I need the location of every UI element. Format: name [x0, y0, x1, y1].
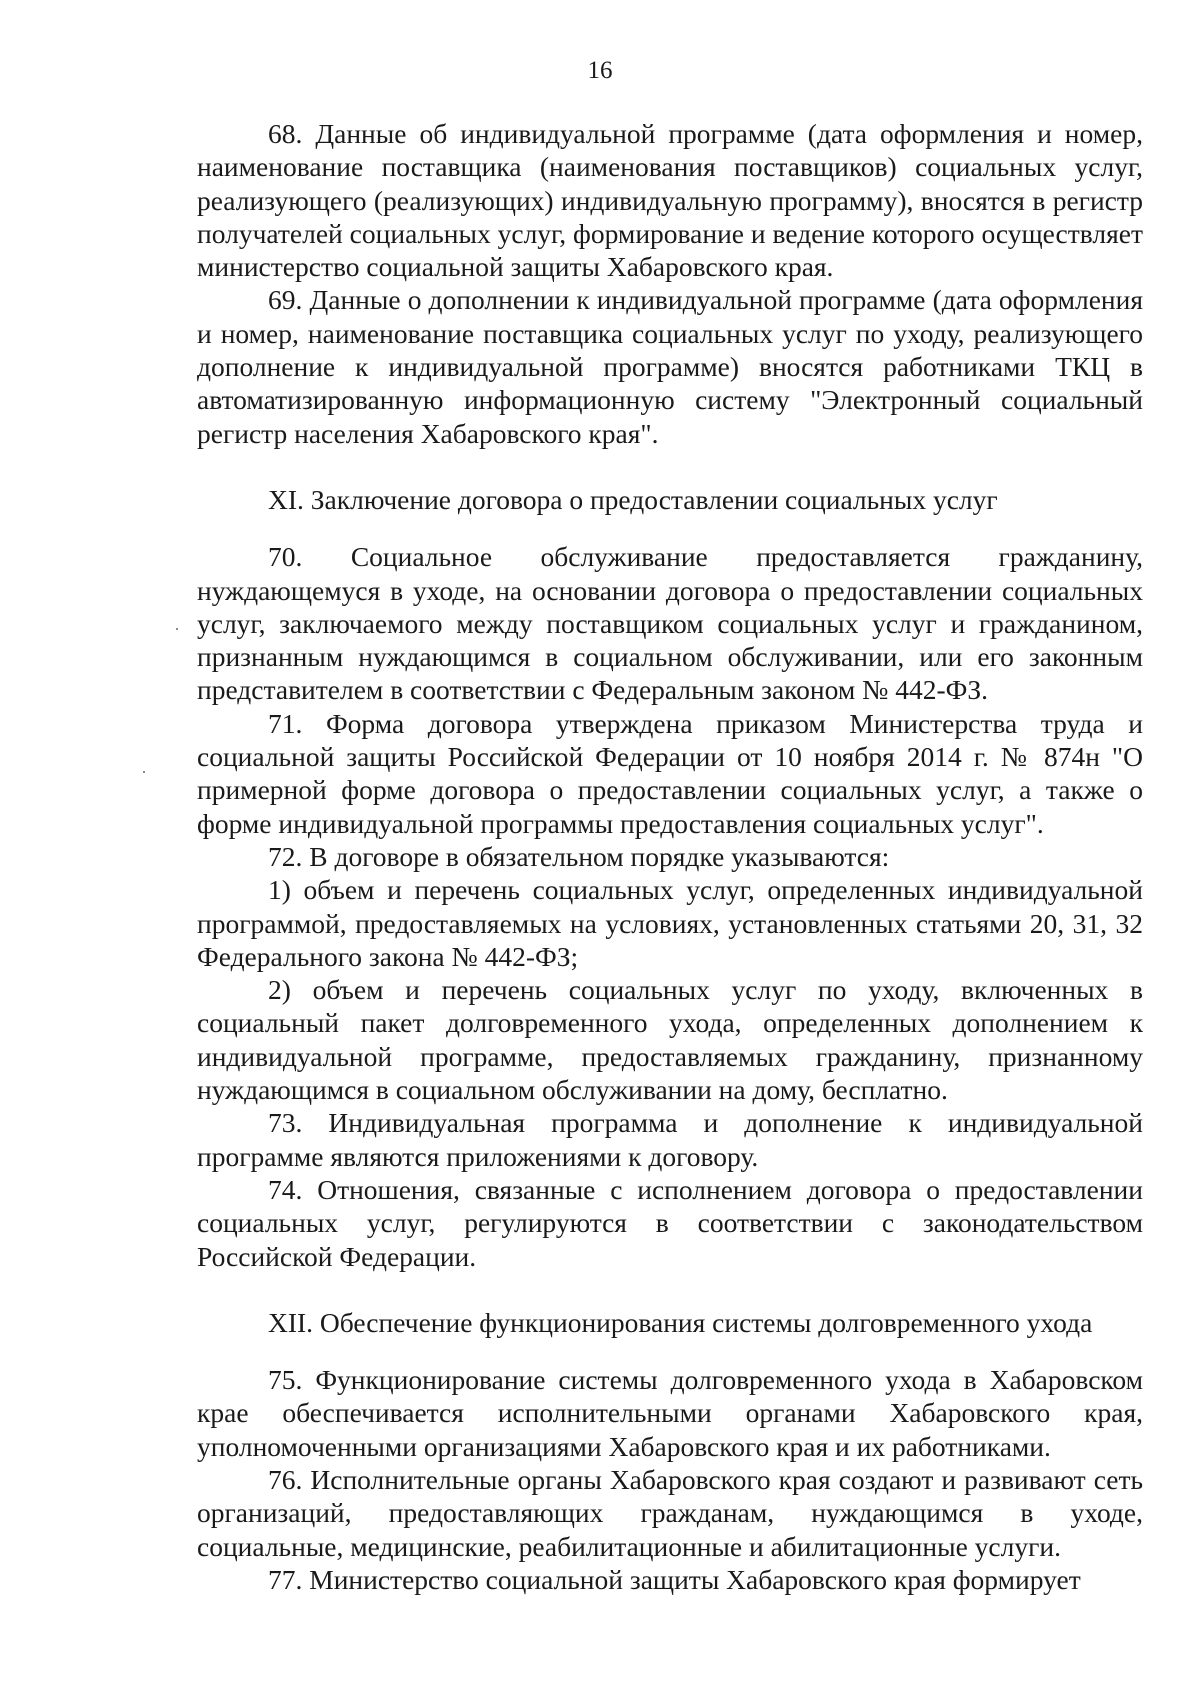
paragraph-68: 68. Данные об индивидуальной программе (дата оформления и номер, наименование поставщика (наименования поставщиков) социальных услуг, реализующего (реализующих) индивидуальную программу), вносятся в регистр получателей социальных услуг, формирование и ведение которого осуществляет министерство социальной защиты Хабаровского края.	[197, 118, 1143, 283]
paragraph-69: 69. Данные о дополнении к индивидуальной программе (дата оформления и номер, наименование поставщика социальных услуг по уходу, реализующего дополнение к индивидуальной программе) вносятся работниками ТКЦ в автоматизированную информационную систему "Электронный социальный регистр населения Хабаровского края".	[197, 284, 1143, 449]
scan-speck	[143, 771, 145, 773]
page-number: 16	[587, 57, 613, 84]
paragraph-74: 74. Отношения, связанные с исполнением договора о предоставлении социальных услуг, регулируются в соответствии с законодательством Российской Федерации.	[197, 1173, 1143, 1272]
section-heading-xii: XII. Обеспечение функционирования системы долговременного ухода	[268, 1306, 1093, 1338]
scan-speck	[176, 628, 178, 630]
paragraph-72-item-2: 2) объем и перечень социальных услуг по уходу, включенных в социальный пакет долговременного ухода, определенных дополнением к индивидуальной программе, предоставляемых гражданину, признанному нуждающимся в социальном обслуживании на дому, бесплатно.	[197, 974, 1143, 1106]
paragraph-76: 76. Исполнительные органы Хабаровского края создают и развивают сеть организаций, предоставляющих гражданам, нуждающимся в уходе, социальные, медицинские, реабилитационные и абилитационные услуги.	[197, 1463, 1143, 1562]
paragraph-72: 72. В договоре в обязательном порядке указываются:	[268, 840, 890, 872]
paragraph-72-item-1: 1) объем и перечень социальных услуг, определенных индивидуальной программой, предоставляемых на условиях, установленных статьями 20, 31, 32 Федерального закона № 442-ФЗ;	[197, 874, 1143, 972]
paragraph-73: 73. Индивидуальная программа и дополнение к индивидуальной программе являются приложениями к договору.	[197, 1107, 1143, 1172]
paragraph-70: 70. Социальное обслуживание предоставляется гражданину, нуждающемуся в уходе, на основании договора о предоставлении социальных услуг, заключаемого между поставщиком социальных услуг и гражданином, признанным нуждающимся в социальном обслуживании, или его законным представителем в соответствии с Федеральным законом № 442-ФЗ.	[197, 541, 1143, 706]
section-heading-xi: XI. Заключение договора о предоставлении социальных услуг	[268, 483, 998, 515]
paragraph-75: 75. Функционирование системы долговременного ухода в Хабаровском крае обеспечивается исполнительными органами Хабаровского края, уполномоченными организациями Хабаровского края и их работниками.	[197, 1364, 1143, 1462]
document-body	[197, 117, 1143, 1596]
paragraph-77: 77. Министерство социальной защиты Хабаровского края формирует	[268, 1563, 1081, 1595]
paragraph-71: 71. Форма договора утверждена приказом Министерства труда и социальной защиты Российской Федерации от 10 ноября 2014 г. № 874н "О примерной форме договора о предоставлении социальных услуг, а также о форме индивидуальной программы предоставления социальных услуг".	[197, 707, 1143, 839]
